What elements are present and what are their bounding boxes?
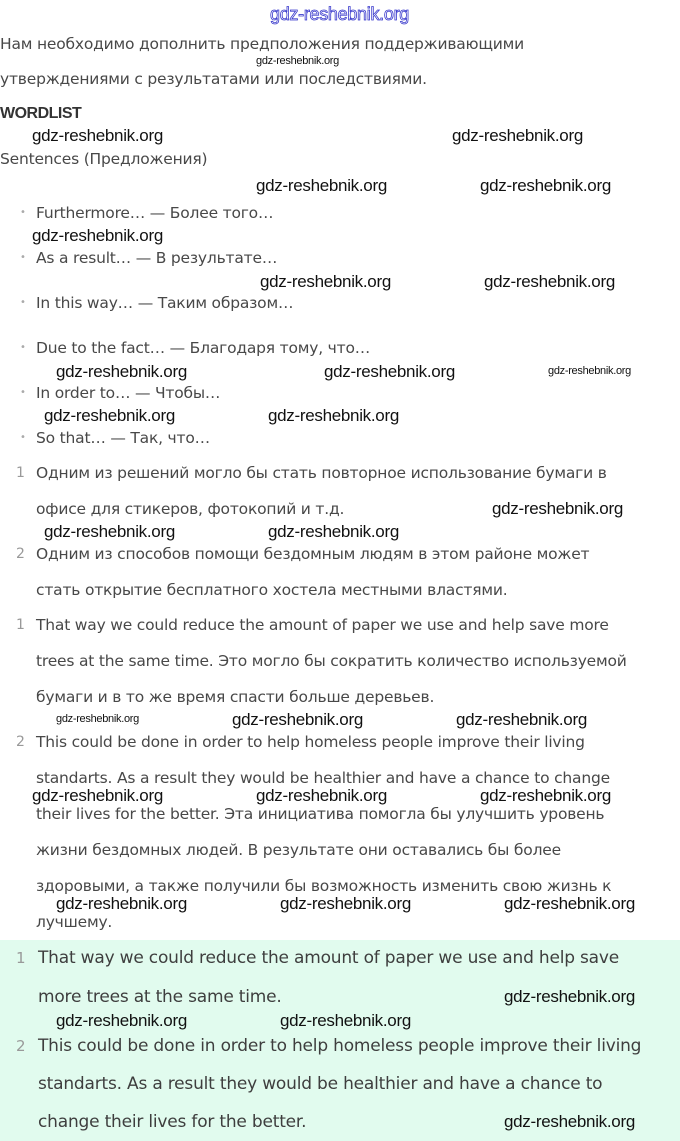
watermark: gdz-reshebnik.org (56, 894, 187, 913)
watermark: gdz-reshebnik.org (504, 1112, 635, 1131)
watermark: gdz-reshebnik.org (44, 522, 175, 541)
watermark: gdz-reshebnik.org (256, 55, 339, 67)
bullet-icon: • (20, 207, 26, 218)
wordlist-item: In this way… — Таким образом… (36, 294, 294, 312)
item-number: 2 (16, 734, 25, 750)
wordlist-item: In order to… — Чтобы… (36, 384, 221, 402)
wordlist-heading: WORDLIST (0, 105, 82, 122)
watermark: gdz-reshebnik.org (256, 176, 387, 195)
watermark: gdz-reshebnik.org (484, 272, 615, 291)
watermark: gdz-reshebnik.org (504, 894, 635, 913)
item-line: здоровыми, а также получили бы возможность изменить свою жизнь к (36, 877, 612, 895)
item-line: Одним из способов помощи бездомным людям в этом районе может (36, 545, 590, 563)
watermark: gdz-reshebnik.org (44, 406, 175, 425)
watermark: gdz-reshebnik.org (280, 894, 411, 913)
watermark: gdz-reshebnik.org (56, 1011, 187, 1030)
item-line: офисе для стикеров, фотокопий и т.д. (36, 500, 345, 518)
watermark: gdz-reshebnik.org (480, 176, 611, 195)
watermark: gdz-reshebnik.org (256, 786, 387, 805)
final-line: standarts. As a result they would be healthier and have a chance to (38, 1074, 603, 1094)
final-line: That way we could reduce the amount of paper we use and help save (38, 948, 620, 968)
item-line: жизни бездомных людей. В результате они оставались бы более (36, 841, 561, 859)
watermark: gdz-reshebnik.org (280, 1011, 411, 1030)
final-line: change their lives for the better. (38, 1112, 307, 1132)
item-line: This could be done in order to help homeless people improve their living (36, 733, 585, 751)
item-line: their lives for the better. Эта инициатива помогла бы улучшить уровень (36, 805, 605, 823)
item-line: бумаги и в то же время спасти больше деревьев. (36, 688, 435, 706)
watermark: gdz-reshebnik.org (480, 786, 611, 805)
intro-line: Нам необходимо дополнить предположения поддерживающими (0, 35, 525, 53)
bullet-icon: • (20, 252, 26, 263)
watermark: gdz-reshebnik.org (32, 126, 163, 145)
item-number: 1 (16, 949, 26, 967)
watermark: gdz-reshebnik.org (492, 499, 623, 518)
item-number: 1 (16, 465, 25, 481)
bullet-icon: • (20, 297, 26, 308)
final-line: more trees at the same time. (38, 987, 282, 1007)
wordlist-item: Due to the fact… — Благодаря тому, что… (36, 339, 371, 357)
wordlist-item: Furthermore… — Более того… (36, 204, 274, 222)
bullet-icon: • (20, 387, 26, 398)
item-line: standarts. As a result they would be healthier and have a chance to change (36, 769, 610, 787)
watermark: gdz-reshebnik.org (324, 362, 455, 381)
watermark: gdz-reshebnik.org (268, 406, 399, 425)
item-line: лучшему. (36, 913, 113, 931)
intro-line: утверждениями с результатами или последствиями. (0, 70, 427, 88)
watermark: gdz-reshebnik.org (456, 710, 587, 729)
wordlist-item: As a result… — В результате… (36, 249, 278, 267)
watermark: gdz-reshebnik.org (270, 4, 409, 24)
watermark: gdz-reshebnik.org (548, 365, 631, 377)
item-number: 2 (16, 1037, 26, 1055)
watermark: gdz-reshebnik.org (56, 713, 139, 725)
item-line: That way we could reduce the amount of paper we use and help save more (36, 616, 609, 634)
sentences-heading: Sentences (Предложения) (0, 150, 208, 168)
item-line: Одним из решений могло бы стать повторное использование бумаги в (36, 464, 607, 482)
wordlist-item: So that… — Так, что… (36, 429, 210, 447)
watermark: gdz-reshebnik.org (232, 710, 363, 729)
watermark: gdz-reshebnik.org (452, 126, 583, 145)
item-number: 2 (16, 546, 25, 562)
watermark: gdz-reshebnik.org (260, 272, 391, 291)
watermark: gdz-reshebnik.org (504, 987, 635, 1006)
item-line: trees at the same time. Это могло бы сократить количество используемой (36, 652, 627, 670)
watermark: gdz-reshebnik.org (268, 522, 399, 541)
item-line: стать открытие бесплатного хостела местными властями. (36, 581, 508, 599)
bullet-icon: • (20, 432, 26, 443)
final-line: This could be done in order to help homeless people improve their living (38, 1036, 642, 1056)
bullet-icon: • (20, 342, 26, 353)
watermark: gdz-reshebnik.org (56, 362, 187, 381)
item-number: 1 (16, 617, 25, 633)
watermark: gdz-reshebnik.org (32, 226, 163, 245)
watermark: gdz-reshebnik.org (32, 786, 163, 805)
